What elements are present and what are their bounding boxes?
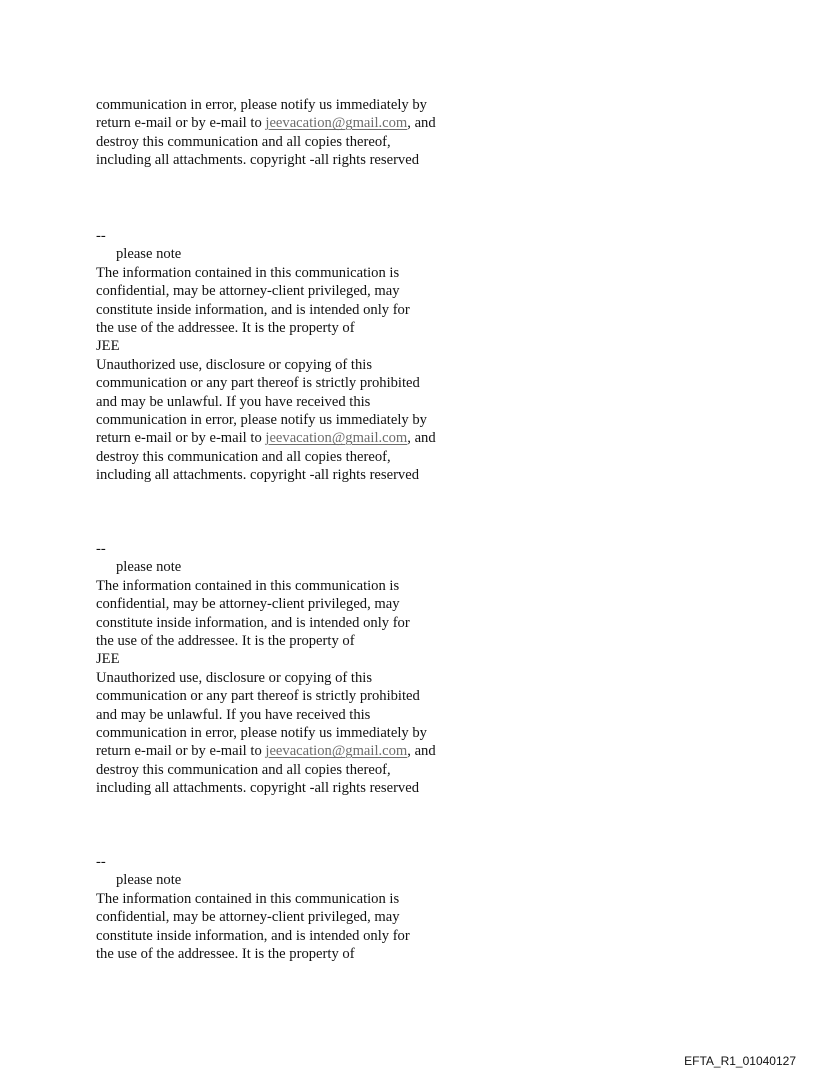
disclaimer-text: return e-mail or by e-mail to — [96, 743, 266, 760]
disclaimer-line: the use of the addressee. It is the property of — [96, 945, 355, 962]
disclaimer-line — [96, 114, 516, 132]
disclaimer-line: destroy this communication and all copies thereof, — [96, 133, 391, 150]
disclaimer-text: , and — [407, 430, 436, 447]
disclaimer-line: including all attachments. copyright -all rights reserved — [96, 467, 419, 484]
notice-title: please note — [116, 246, 182, 263]
email-link[interactable]: jeevacation@gmail.com — [265, 743, 408, 760]
disclaimer-line — [96, 429, 516, 447]
email-disclaimer-block — [96, 227, 516, 484]
email-link[interactable]: jeevacation@gmail.com — [265, 430, 408, 447]
disclaimer-line: Unauthorized use, disclosure or copying of this — [96, 669, 373, 686]
notice-title: please note — [116, 872, 182, 889]
disclaimer-line: JEE — [96, 338, 120, 355]
disclaimer-line: constitute inside information, and is intended only for — [96, 614, 410, 631]
email-disclaimer-fragment — [96, 96, 516, 170]
signature-separator: -- — [96, 854, 106, 870]
disclaimer-line: including all attachments. copyright -all rights reserved — [96, 152, 419, 169]
disclaimer-line: and may be unlawful. If you have received this — [96, 706, 371, 723]
disclaimer-line: destroy this communication and all copies thereof, — [96, 761, 391, 778]
notice-title: please note — [116, 559, 182, 576]
disclaimer-line: constitute inside information, and is intended only for — [96, 927, 410, 944]
disclaimer-line — [96, 742, 516, 760]
email-disclaimer-block — [96, 853, 516, 963]
disclaimer-line: communication or any part thereof is strictly prohibited — [96, 375, 420, 392]
disclaimer-line: communication in error, please notify us immediately by — [96, 97, 427, 113]
disclaimer-line: constitute inside information, and is intended only for — [96, 301, 410, 318]
disclaimer-text: return e-mail or by e-mail to — [96, 430, 266, 447]
disclaimer-line: Unauthorized use, disclosure or copying of this — [96, 356, 373, 373]
disclaimer-line: confidential, may be attorney-client privileged, may — [96, 283, 400, 300]
disclaimer-line: and may be unlawful. If you have received this — [96, 393, 371, 410]
signature-separator: -- — [96, 541, 106, 557]
disclaimer-line: confidential, may be attorney-client privileged, may — [96, 596, 400, 613]
email-disclaimer-block — [96, 540, 516, 797]
disclaimer-line: The information contained in this communication is — [96, 264, 400, 281]
disclaimer-line: communication or any part thereof is strictly prohibited — [96, 688, 420, 705]
disclaimer-line: the use of the addressee. It is the property of — [96, 632, 355, 649]
signature-separator: -- — [96, 228, 106, 244]
disclaimer-line: The information contained in this communication is — [96, 890, 400, 907]
disclaimer-text: , and — [407, 743, 436, 760]
disclaimer-line: communication in error, please notify us immediately by — [96, 411, 427, 428]
disclaimer-line: communication in error, please notify us immediately by — [96, 724, 427, 741]
disclaimer-line: The information contained in this communication is — [96, 577, 400, 594]
disclaimer-text: return e-mail or by e-mail to — [96, 115, 266, 132]
email-link[interactable]: jeevacation@gmail.com — [265, 115, 408, 132]
disclaimer-line: the use of the addressee. It is the property of — [96, 319, 355, 336]
disclaimer-line: JEE — [96, 651, 120, 668]
disclaimer-line: confidential, may be attorney-client privileged, may — [96, 909, 400, 926]
disclaimer-text: , and — [407, 115, 436, 132]
disclaimer-line: including all attachments. copyright -all rights reserved — [96, 780, 419, 797]
document-id: EFTA_R1_01040127 — [684, 1054, 796, 1068]
disclaimer-line: destroy this communication and all copies thereof, — [96, 448, 391, 465]
